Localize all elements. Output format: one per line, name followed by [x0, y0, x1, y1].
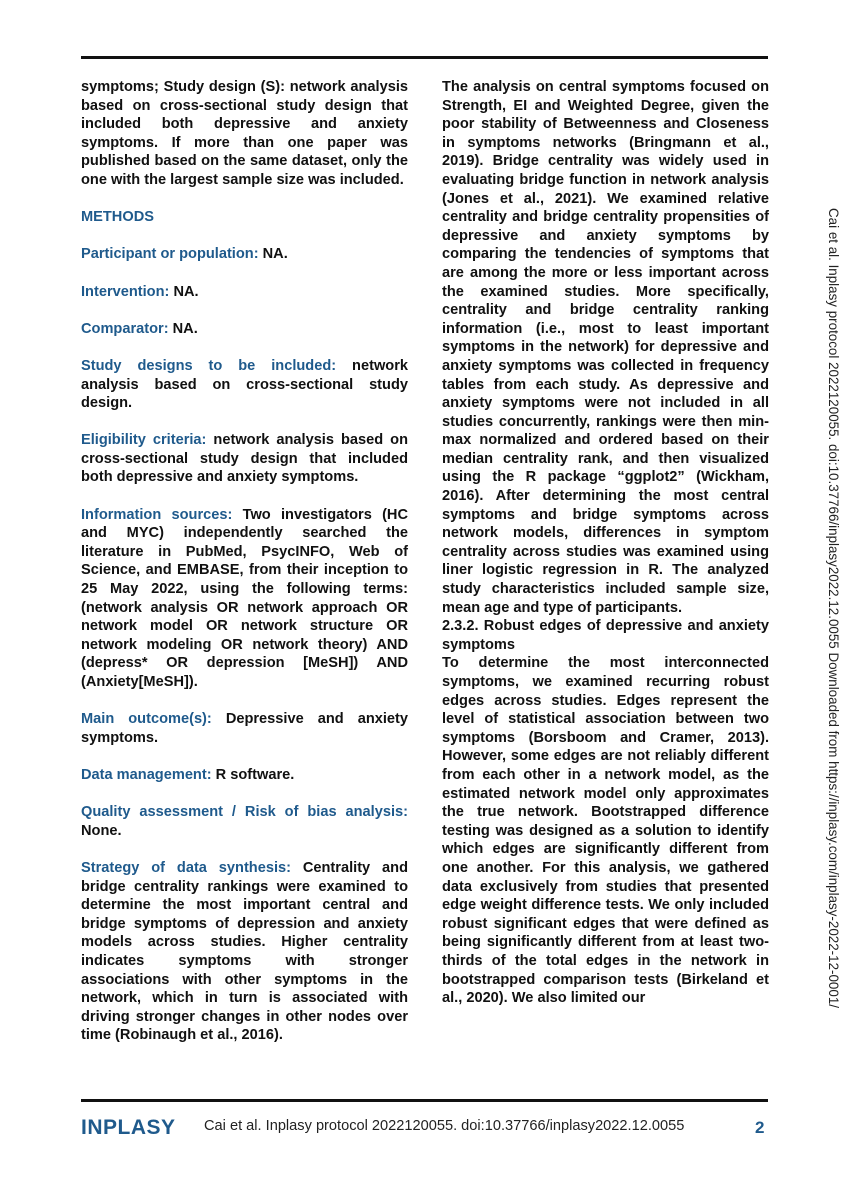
- eligibility-text: network analysis based on cross-sectional study design that included both depressive and anxiety symptoms.: [81, 432, 408, 486]
- sources-paragraph: [81, 506, 408, 692]
- quality-label: Quality assessment / Risk of bias analysis:: [81, 804, 408, 821]
- quality-paragraph: [81, 803, 408, 840]
- sources-text: Two investigators (HC and MYC) independently searched the literature in PubMed, PsycINFO, Web of Science, and EMBASE, from their inception to 25 May 2022, using the following terms: (network analysis OR network approach OR network model OR network structure OR network modeling OR network theory) AND (depress* OR depression [MeSH]) AND (Anxiety[MeSH]).: [81, 506, 409, 690]
- intervention-label: Intervention:: [81, 283, 170, 300]
- data-management-label: Data management:: [81, 766, 212, 783]
- designs-label: Study designs to be included:: [81, 357, 337, 374]
- section-subheading: 2.3.2. Robust edges of depressive and anxiety symptoms: [442, 618, 769, 653]
- comparator-text: NA.: [172, 320, 198, 337]
- strategy-label: Strategy of data synthesis:: [81, 859, 291, 876]
- designs-text: network analysis based on cross-sectional study design.: [81, 357, 408, 412]
- edges-paragraph: To determine the most interconnected symptoms, we examined recurring robust edges across studies. Edges represent the level of statistical association between two symptoms (Borsboom and Cramer, 2013). However, some edges are not reliably different from each other in a network model, as the estimated network model only approximates the true network. Bootstrapped difference testing was designed as a solution to identify which edges are significantly different from one another. For this analysis, we gathered data exclusively from studies that presented edge weight difference tests. We only included robust significant edges that were defined as being significantly different from at least two-thirds of the total edges in the network in bootstrapped comparison tests (Birkeland et al., 2020). We also limited our: [442, 655, 769, 1007]
- footer-citation: Cai et al. Inplasy protocol 2022120055. doi:10.37766/inplasy2022.12.0055: [204, 1118, 685, 1134]
- sources-label: Information sources:: [81, 506, 233, 523]
- outcomes-label: Main outcome(s):: [81, 711, 212, 728]
- sidebar-citation: Cai et al. Inplasy protocol 2022120055. doi:10.37766/inplasy2022.12.0055 Downloaded from https://inplasy.com/inplasy-2022-12-0001/: [826, 208, 841, 1008]
- strategy-text: Centrality and bridge centrality rankings were examined to determine the most important central and bridge symptoms of depression and anxiety models across studies. Higher centrality indicates symptoms with stronger associations with other symptoms in the network, which in turn is associated with driving stronger changes in other nodes over time (Robinaugh et al., 2016).: [81, 859, 408, 1044]
- participants-text: NA.: [262, 246, 288, 263]
- left-column: [81, 78, 408, 1045]
- intervention-text: NA.: [173, 283, 199, 300]
- right-column: [442, 78, 769, 1008]
- centrality-paragraph: The analysis on central symptoms focused on Strength, EI and Weighted Degree, given the poor stability of Betweenness and Closeness in symptoms networks (Bringmann et al., 2019). Bridge centrality was widely used in evaluating bridge function in network analysis (Jones et al., 2021). We examined relative centrality and bridge centrality propensities of depressive and anxiety symptoms by comparing the tendencies of symptoms that are among the more or less important across the examined studies. More specifically, centrality and bridge centrality ranking information (i.e., most to least important symptoms in the network) for depressive and anxiety symptoms was collected in frequency tables from each study. As depressive and anxiety symptoms were not included in all studies concurrently, rankings were then min-max normalized and ordered based on their median centrality rank, and then visualized using the R package “ggplot2” (Wickham, 2016). After determining the most central symptoms and bridge symptoms across network models, differences in symptom centrality across studies was examined using liner logistic regression in R. The analyzed study characteristics included sample size, mean age and type of participants.: [442, 79, 769, 616]
- data-management-text: R software.: [215, 766, 295, 783]
- comparator-paragraph: [81, 320, 408, 339]
- quality-text: None.: [81, 822, 122, 839]
- comparator-label: Comparator:: [81, 320, 169, 337]
- footer-brand-logo: INPLASY: [81, 1116, 176, 1139]
- outcomes-paragraph: [81, 710, 408, 747]
- participants-paragraph: [81, 245, 408, 264]
- intervention-paragraph: [81, 283, 408, 302]
- strategy-paragraph: [81, 859, 408, 1045]
- participants-label: Participant or population:: [81, 246, 259, 263]
- intro-paragraph: symptoms; Study design (S): network analysis based on cross-sectional study design that included both depressive and anxiety symptoms. If more than one paper was published based on the same dataset, only the one with the largest sample size was included.: [81, 79, 408, 188]
- eligibility-paragraph: [81, 431, 408, 487]
- designs-paragraph: [81, 357, 408, 413]
- methods-heading: METHODS: [81, 209, 154, 226]
- page-number: 2: [755, 1118, 765, 1137]
- footer-rule: [81, 1099, 768, 1102]
- eligibility-label: Eligibility criteria:: [81, 432, 207, 449]
- data-management-paragraph: [81, 766, 408, 785]
- outcomes-text: Depressive and anxiety symptoms.: [81, 711, 408, 746]
- header-rule: [81, 56, 768, 59]
